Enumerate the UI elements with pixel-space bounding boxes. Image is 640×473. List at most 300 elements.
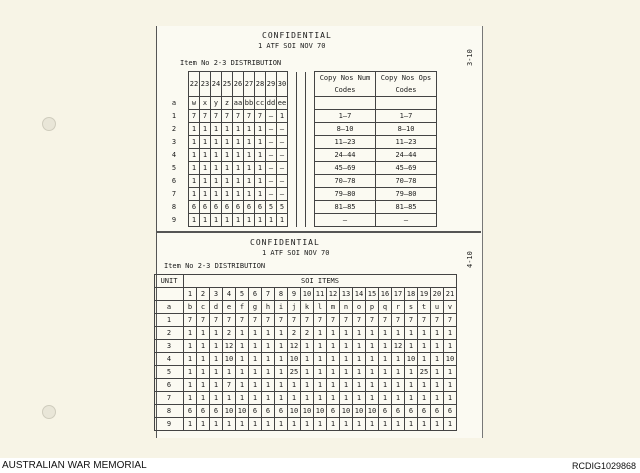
copy-ops-cell: 45–69 [376,162,437,175]
table-cell: 1 [431,340,444,353]
col-number: 10 [301,288,314,301]
table-cell: – [277,136,288,149]
col-number: 30 [277,72,288,97]
table-cell: 1 [314,392,327,405]
table-cell: 1 [444,366,457,379]
table-cell: 1 [200,149,211,162]
col-letter: d [210,301,223,314]
gap-cell [297,72,306,97]
col-number: 22 [189,72,200,97]
table-cell: 1 [262,418,275,431]
col-letter: c [197,301,210,314]
gap-cell [288,97,297,110]
table-cell: 6 [379,405,392,418]
col-number: 7 [262,288,275,301]
table-cell: 1 [184,340,197,353]
table-cell: 1 [431,366,444,379]
table-cell: 6 [233,201,244,214]
col-number: 5 [236,288,249,301]
table-cell: 1 [200,123,211,136]
gap-cell [306,149,315,162]
col-letter: p [366,301,379,314]
copy-num-cell: 24–44 [315,149,376,162]
lower-title: CONFIDENTIAL [250,238,320,247]
col-letter: m [327,301,340,314]
table-cell: 1 [223,366,236,379]
table-cell: 1 [353,392,366,405]
col-letter: b [184,301,197,314]
table-cell: 1 [288,392,301,405]
table-cell: – [277,188,288,201]
table-cell: 7 [366,314,379,327]
table-cell: 7 [222,110,233,123]
table-row [155,366,457,379]
table-cell: 6 [327,405,340,418]
table-cell: 7 [211,110,222,123]
table-cell: 1 [211,162,222,175]
copy-ops-cell: 8–10 [376,123,437,136]
table-cell: 6 [392,405,405,418]
table-cell: 1 [431,327,444,340]
section-divider [156,231,481,233]
gap-cell [306,72,315,97]
table-cell: 1 [340,379,353,392]
table-cell: 1 [236,379,249,392]
row-label: 8 [155,405,184,418]
col-letter: e [223,301,236,314]
col-number: 12 [327,288,340,301]
col-number: 15 [366,288,379,301]
table-cell: 1 [379,379,392,392]
lower-page-number: 4-10 [466,251,474,268]
copy-num-cell: 81–85 [315,201,376,214]
upper-distribution-table [160,71,437,227]
table-cell: 7 [431,314,444,327]
table-cell: 1 [431,392,444,405]
table-row [155,379,457,392]
col-number: 1 [184,288,197,301]
copy-ops-cell: 24–44 [376,149,437,162]
col-number: 24 [211,72,222,97]
table-cell: – [266,149,277,162]
table-cell: 1 [275,327,288,340]
col-number: 28 [255,72,266,97]
col-number: 3 [210,288,223,301]
table-cell: 1 [379,327,392,340]
gap-cell [297,175,306,188]
table-cell: 1 [233,136,244,149]
table-cell: 1 [275,418,288,431]
gap-cell [297,162,306,175]
table-cell: 1 [197,379,210,392]
table-cell: 1 [249,353,262,366]
table-cell: 1 [277,214,288,227]
col-number: 29 [266,72,277,97]
table-row [155,327,457,340]
table-cell: 6 [184,405,197,418]
table-cell: 6 [255,201,266,214]
table-cell: 1 [392,353,405,366]
table-cell: 1 [327,366,340,379]
table-cell: 1 [184,392,197,405]
col-number: 4 [223,288,236,301]
copy-ops-cell: 79–80 [376,188,437,201]
table-cell: 6 [405,405,418,418]
table-cell: 6 [275,405,288,418]
table-cell: 1 [444,340,457,353]
gap-cell [288,162,297,175]
table-cell: 1 [353,327,366,340]
row-label: 2 [171,125,177,133]
table-cell: 1 [244,149,255,162]
table-cell: 6 [444,405,457,418]
upper-title: CONFIDENTIAL [262,31,332,40]
table-row [155,314,457,327]
table-cell: 7 [327,314,340,327]
col-letter: y [211,97,222,110]
table-cell: – [266,123,277,136]
upper-header-row [160,72,437,97]
table-cell: 1 [249,418,262,431]
col-number: 18 [405,288,418,301]
table-cell: 6 [418,405,431,418]
table-cell: 5 [277,201,288,214]
copy-num-header: Copy Nos Num Codes [315,72,376,97]
row-label-header: a [155,301,184,314]
row-label: 7 [171,190,177,198]
table-cell: 1 [210,340,223,353]
table-cell: 10 [340,405,353,418]
table-cell: 7 [314,314,327,327]
row-label-header: a [171,99,177,107]
col-letter: j [288,301,301,314]
table-cell: 1 [210,366,223,379]
table-cell: 1 [314,366,327,379]
table-cell: 1 [405,366,418,379]
row-label: 5 [171,164,177,172]
col-number: 20 [431,288,444,301]
table-row [160,175,437,188]
table-cell: 1 [301,392,314,405]
table-cell: 7 [197,314,210,327]
table-cell: 1 [392,366,405,379]
upper-letter-row [160,97,437,110]
table-cell: 1 [233,214,244,227]
table-cell: 7 [236,314,249,327]
table-cell: 1 [189,136,200,149]
lower-distribution-table [154,274,457,431]
table-cell: 7 [262,314,275,327]
table-cell: – [266,136,277,149]
table-cell: 1 [233,123,244,136]
col-number: 14 [353,288,366,301]
table-row [160,136,437,149]
table-cell: 1 [444,379,457,392]
table-cell: 7 [392,314,405,327]
lower-group-row [155,275,457,288]
table-cell: 1 [340,353,353,366]
copy-ops-cell: 1–7 [376,110,437,123]
table-cell: 10 [288,353,301,366]
table-cell: 1 [255,123,266,136]
table-cell: 10 [223,405,236,418]
table-row [155,353,457,366]
table-cell: 1 [244,123,255,136]
table-row [160,188,437,201]
table-cell: 12 [392,340,405,353]
table-cell: 1 [249,327,262,340]
col-letter: dd [266,97,277,110]
col-number: 21 [444,288,457,301]
table-cell: 1 [210,327,223,340]
table-cell: 1 [211,149,222,162]
col-number: 25 [222,72,233,97]
table-cell: 1 [189,149,200,162]
table-cell: 1 [353,353,366,366]
copy-num-cell: 1–7 [315,110,376,123]
table-cell: 10 [236,405,249,418]
gap-cell [306,136,315,149]
table-cell: 1 [353,379,366,392]
table-cell: 1 [379,418,392,431]
table-cell: 7 [233,110,244,123]
table-cell: 1 [301,353,314,366]
row-label: 5 [155,366,184,379]
col-letter: aa [233,97,244,110]
col-letter: t [418,301,431,314]
col-number: 23 [200,72,211,97]
gap-cell [288,214,297,227]
table-cell: 1 [405,418,418,431]
col-letter: f [236,301,249,314]
table-cell: 6 [244,201,255,214]
table-cell: 1 [277,110,288,123]
col-letter: bb [244,97,255,110]
copy-num-cell: 11–23 [315,136,376,149]
row-label: 1 [155,314,184,327]
copy-ops-header: Copy Nos Ops Codes [376,72,437,97]
row-label: 2 [155,327,184,340]
upper-page-number: 3-10 [466,49,474,66]
row-label: 4 [171,151,177,159]
table-cell: 7 [379,314,392,327]
table-cell: – [277,149,288,162]
table-cell: 1 [327,418,340,431]
table-cell: 1 [314,327,327,340]
row-label: 6 [171,177,177,185]
table-cell: 2 [223,327,236,340]
table-cell: 7 [189,110,200,123]
gap-cell [306,214,315,227]
table-cell: 1 [255,188,266,201]
table-cell: 1 [444,392,457,405]
col-number: 6 [249,288,262,301]
copy-ops-cell: — [376,214,437,227]
table-cell: 1 [301,379,314,392]
table-cell: 1 [197,340,210,353]
table-cell: 1 [301,418,314,431]
gap-cell [288,123,297,136]
gap-cell [288,175,297,188]
copy-ops-cell: 11–23 [376,136,437,149]
table-cell: 7 [244,110,255,123]
table-cell: 1 [379,353,392,366]
table-cell: 1 [249,340,262,353]
col-letter: u [431,301,444,314]
table-cell: 1 [189,175,200,188]
table-cell: 1 [197,392,210,405]
table-cell: 7 [184,314,197,327]
gap-cell [306,123,315,136]
table-cell: 1 [327,392,340,405]
table-cell: 1 [244,175,255,188]
table-cell: 1 [392,379,405,392]
table-cell: 1 [255,162,266,175]
table-cell: 1 [244,214,255,227]
row-label: 3 [155,340,184,353]
gap-cell [306,110,315,123]
table-cell: 7 [301,314,314,327]
table-cell: 1 [366,379,379,392]
table-row [155,418,457,431]
table-cell: 1 [405,392,418,405]
table-cell: 12 [288,340,301,353]
table-cell: 1 [262,327,275,340]
table-cell: 1 [418,327,431,340]
gap-cell [297,201,306,214]
table-cell: 1 [222,123,233,136]
lower-letter-row [155,301,457,314]
table-cell: 1 [262,392,275,405]
gap-cell [288,72,297,97]
table-cell: 1 [189,188,200,201]
table-cell: 1 [211,175,222,188]
table-cell: 1 [200,175,211,188]
table-cell: 1 [288,379,301,392]
table-cell: 1 [255,149,266,162]
table-cell: 1 [200,162,211,175]
table-cell: 1 [366,418,379,431]
gap-cell [297,214,306,227]
table-cell: 7 [444,314,457,327]
table-cell: – [266,162,277,175]
table-cell: 10 [353,405,366,418]
gap-cell [297,149,306,162]
table-cell: 1 [366,366,379,379]
table-cell: 1 [255,136,266,149]
table-cell: 7 [249,314,262,327]
table-cell: 1 [418,392,431,405]
table-cell: 10 [444,353,457,366]
table-cell: 1 [418,340,431,353]
table-cell: – [277,162,288,175]
table-cell: 1 [314,379,327,392]
col-number: 2 [197,288,210,301]
gap-cell [288,136,297,149]
table-cell: 1 [222,214,233,227]
table-cell: 1 [236,327,249,340]
table-cell: 1 [255,175,266,188]
col-letter: h [262,301,275,314]
table-cell: 1 [366,392,379,405]
table-cell: 10 [288,405,301,418]
table-cell: 1 [210,353,223,366]
table-cell: 1 [431,379,444,392]
punch-hole-bottom [42,405,56,419]
row-label: 6 [155,379,184,392]
table-cell: 1 [340,340,353,353]
table-cell: 1 [211,123,222,136]
col-letter: x [200,97,211,110]
table-cell: 6 [189,201,200,214]
table-cell: 10 [405,353,418,366]
table-cell: – [277,175,288,188]
table-cell: 7 [405,314,418,327]
table-cell: 1 [233,188,244,201]
table-cell: 1 [327,327,340,340]
table-cell: 1 [275,366,288,379]
table-cell: 1 [211,136,222,149]
copy-num-cell: 45–69 [315,162,376,175]
table-cell: 1 [431,353,444,366]
table-cell: 6 [211,201,222,214]
table-row [155,392,457,405]
col-letter: s [405,301,418,314]
upper-item-label: Item No 2-3 DISTRIBUTION [180,59,282,67]
table-cell: 7 [255,110,266,123]
unit-header: UNIT [155,275,184,288]
table-cell: 10 [301,405,314,418]
table-cell: 1 [340,392,353,405]
table-cell: 1 [189,214,200,227]
table-cell: 1 [189,123,200,136]
table-cell: 1 [233,175,244,188]
table-cell: 1 [255,214,266,227]
col-letter: k [301,301,314,314]
table-cell: 1 [211,188,222,201]
gap-cell [288,110,297,123]
table-cell: 10 [314,405,327,418]
blank-cell [155,288,184,301]
copy-ops-cell: 81–85 [376,201,437,214]
table-cell: 1 [197,366,210,379]
table-cell: 1 [262,353,275,366]
table-cell: 1 [211,214,222,227]
table-cell: 1 [301,340,314,353]
table-row [155,405,457,418]
gap-cell [306,201,315,214]
col-number: 16 [379,288,392,301]
table-cell: 1 [275,379,288,392]
table-cell: 7 [200,110,211,123]
table-cell: 6 [431,405,444,418]
soi-items-header: SOI ITEMS [184,275,457,288]
table-cell: 1 [275,353,288,366]
table-cell: – [266,175,277,188]
col-letter: w [189,97,200,110]
table-cell: 1 [301,366,314,379]
table-row [155,340,457,353]
table-cell: 1 [184,379,197,392]
row-label: 8 [171,203,177,211]
footer-record-id: RCDIG1029868 [571,461,636,471]
table-cell: 1 [197,418,210,431]
table-cell: 1 [210,392,223,405]
table-cell: 7 [210,314,223,327]
col-letter: l [314,301,327,314]
copy-ops-cell: 70–78 [376,175,437,188]
table-cell: 1 [222,149,233,162]
